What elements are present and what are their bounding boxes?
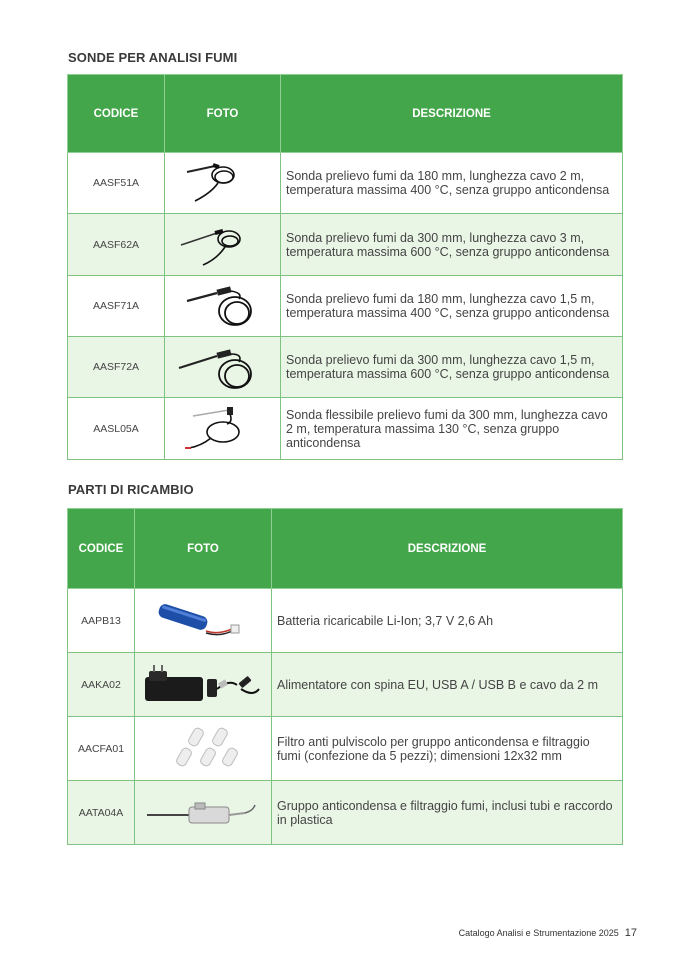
battery-icon (148, 597, 258, 645)
power-adapter-icon (141, 659, 266, 711)
product-description: Sonda prelievo fumi da 180 mm, lunghezza cavo 2 m, temperatura massima 400 °C, senza gruppo anticondensa (281, 153, 623, 214)
product-code: AAPB13 (68, 589, 135, 653)
table-row (68, 337, 623, 398)
column-header-code: CODICE (68, 509, 135, 589)
product-code: AAKA02 (68, 653, 135, 717)
product-code: AASF72A (68, 337, 165, 398)
table-row (68, 589, 623, 653)
product-description: Gruppo anticondensa e filtraggio fumi, inclusi tubi e raccordo in plastica (272, 781, 623, 845)
product-code: AASL05A (68, 398, 165, 460)
probe-small-icon (173, 157, 273, 209)
column-header-photo: FOTO (165, 75, 281, 153)
product-description: Alimentatore con spina EU, USB A / USB B e cavo da 2 m (272, 653, 623, 717)
table-header-row (68, 509, 623, 589)
probe-flexible-icon (173, 402, 273, 456)
table-row (68, 153, 623, 214)
product-code: AACFA01 (68, 717, 135, 781)
spare-parts-table (67, 508, 623, 845)
product-description: Sonda prelievo fumi da 300 mm, lunghezza cavo 1,5 m, temperatura massima 600 °C, senza gruppo anticondensa (281, 337, 623, 398)
product-description: Sonda prelievo fumi da 300 mm, lunghezza cavo 3 m, temperatura massima 600 °C, senza gruppo anticondensa (281, 214, 623, 276)
table-row (68, 214, 623, 276)
probes-table (67, 74, 623, 460)
probe-handle-long-icon (173, 340, 273, 394)
product-description: Filtro anti pulviscolo per gruppo anticondensa e filtraggio fumi (confezione da 5 pezzi); dimensioni 12x32 mm (272, 717, 623, 781)
table-row (68, 398, 623, 460)
product-description: Batteria ricaricabile Li-Ion; 3,7 V 2,6 Ah (272, 589, 623, 653)
probe-long-icon (173, 219, 273, 271)
table-row (68, 653, 623, 717)
product-code: AATA04A (68, 781, 135, 845)
section-title-spare-parts: PARTI DI RICAMBIO (68, 482, 194, 497)
column-header-photo: FOTO (135, 509, 272, 589)
column-header-code: CODICE (68, 75, 165, 153)
product-code: AASF71A (68, 276, 165, 337)
catalog-title: Catalogo Analisi e Strumentazione 2025 (458, 928, 619, 938)
table-row (68, 781, 623, 845)
product-code: AASF62A (68, 214, 165, 276)
probe-handle-icon (173, 279, 273, 333)
column-header-description: DESCRIZIONE (272, 509, 623, 589)
condensate-trap-icon (141, 793, 266, 833)
table-row (68, 276, 623, 337)
section-title-probes: SONDE PER ANALISI FUMI (68, 50, 238, 65)
table-row (68, 717, 623, 781)
product-description: Sonda flessibile prelievo fumi da 300 mm, lunghezza cavo 2 m, temperatura massima 130 °C, senza gruppo anticondensa (281, 398, 623, 460)
column-header-description: DESCRIZIONE (281, 75, 623, 153)
table-header-row (68, 75, 623, 153)
page-footer (459, 927, 637, 939)
product-description: Sonda prelievo fumi da 180 mm, lunghezza cavo 1,5 m, temperatura massima 400 °C, senza gruppo anticondensa (281, 276, 623, 337)
filters-icon (153, 722, 253, 776)
product-code: AASF51A (68, 153, 165, 214)
page-number: 17 (624, 927, 637, 939)
